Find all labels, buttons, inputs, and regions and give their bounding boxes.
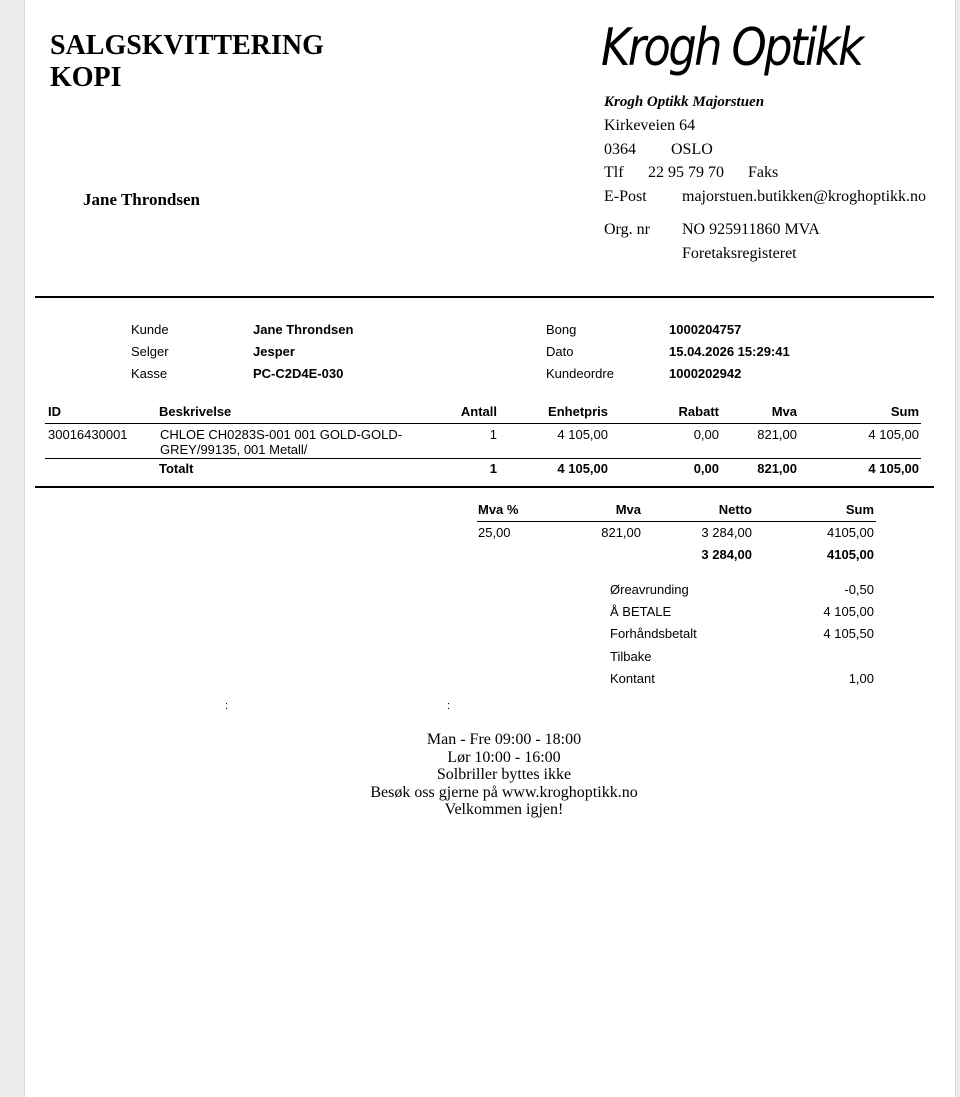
hours-saturday: Lør 10:00 - 16:00	[447, 748, 561, 766]
vat-total-sum: 4105,00	[827, 547, 874, 562]
customer-name-heading: Jane Throndsen	[83, 190, 200, 209]
col-header-discount: Rabatt	[678, 404, 719, 419]
email-label: E-Post	[604, 188, 647, 205]
rounding-label: Øreavrunding	[610, 582, 689, 597]
divider	[35, 296, 934, 298]
store-phone: 22 95 79 70	[648, 164, 724, 181]
dato-value: 15.04.2026 15:29:41	[669, 344, 790, 359]
welcome-message: Velkommen igjen!	[444, 801, 564, 818]
return-policy: Solbriller byttes ikke	[436, 766, 572, 783]
store-branch: Krogh Optikk Majorstuen	[604, 94, 765, 110]
item-vat: 821,00	[757, 427, 797, 442]
registry: Foretaksregisteret	[682, 245, 797, 262]
fax-label: Faks	[748, 164, 779, 181]
total-vat: 821,00	[757, 461, 797, 476]
col-header-unit: Enhetpris	[548, 404, 608, 419]
col-header-vat: Mva	[771, 404, 797, 419]
bong-value: 1000204757	[669, 322, 742, 337]
total-discount: 0,00	[693, 461, 719, 476]
org-number: NO 925911860 MVA	[682, 221, 820, 238]
selger-value: Jesper	[253, 344, 295, 359]
col-header-id: ID	[48, 404, 61, 419]
prepaid-label: Forhåndsbetalt	[610, 626, 697, 641]
total-sum: 4 105,00	[868, 461, 919, 476]
signature-colon-left: :	[225, 700, 229, 712]
store-logo: Krogh Optikk	[601, 18, 862, 78]
vat-sum: 4105,00	[827, 525, 874, 540]
rounding-value: -0,50	[844, 582, 874, 597]
table-body-rule	[45, 458, 921, 459]
vat-rate: 25,00	[478, 525, 511, 540]
total-unit: 4 105,00	[557, 461, 608, 476]
kundeordre-label: Kundeordre	[546, 366, 614, 381]
kasse-value: PC-C2D4E-030	[253, 366, 344, 381]
item-discount: 0,00	[693, 427, 719, 442]
dato-label: Dato	[546, 344, 574, 359]
vat-net: 3 284,00	[701, 525, 752, 540]
store-email: majorstuen.butikken@kroghoptikk.no	[682, 188, 927, 205]
vat-header-rate: Mva %	[478, 502, 519, 517]
col-header-desc: Beskrivelse	[159, 404, 232, 419]
cash-value: 1,00	[848, 671, 874, 686]
signature-colon-right: :	[447, 700, 451, 712]
item-sum: 4 105,00	[868, 427, 919, 442]
footer	[254, 731, 754, 819]
cash-label: Kontant	[610, 671, 655, 686]
kundeordre-value: 1000202942	[669, 366, 742, 381]
item-id: 30016430001	[48, 427, 128, 442]
receipt-page	[24, 0, 956, 1097]
item-qty: 1	[489, 427, 497, 442]
kasse-label: Kasse	[131, 366, 168, 381]
col-header-sum: Sum	[890, 404, 919, 419]
vat-total-net: 3 284,00	[701, 547, 752, 562]
visit-website: Besøk oss gjerne på www.kroghoptikk.no	[370, 783, 638, 801]
phone-label: Tlf	[604, 164, 624, 181]
receipt-title: SALGSKVITTERING	[50, 30, 324, 61]
item-unit-price: 4 105,00	[557, 427, 608, 442]
divider	[35, 486, 934, 488]
vat-header-vat: Mva	[615, 502, 641, 517]
col-header-qty: Antall	[460, 404, 497, 419]
prepaid-value: 4 105,50	[823, 626, 874, 641]
store-city: OSLO	[671, 141, 713, 158]
change-label: Tilbake	[610, 649, 652, 664]
vat-header-rule	[477, 521, 876, 522]
table-header-rule	[45, 423, 921, 424]
org-label: Org. nr	[604, 221, 650, 238]
vat-amount: 821,00	[601, 525, 641, 540]
total-label: Totalt	[159, 461, 194, 476]
selger-label: Selger	[131, 344, 169, 359]
item-desc-line2: GREY/99135, 001 Metall/	[160, 442, 308, 457]
store-postcode: 0364	[604, 141, 636, 158]
amount-due-value: 4 105,00	[823, 604, 874, 619]
vat-header-sum: Sum	[845, 502, 874, 517]
bong-label: Bong	[546, 322, 577, 337]
vat-header-net: Netto	[718, 502, 752, 517]
receipt-subtitle: KOPI	[50, 62, 122, 93]
store-street: Kirkeveien 64	[604, 117, 696, 134]
hours-weekday: Man - Fre 09:00 - 18:00	[426, 731, 582, 748]
kunde-label: Kunde	[131, 322, 169, 337]
kunde-value: Jane Throndsen	[253, 322, 354, 337]
amount-due-label: Å BETALE	[610, 604, 672, 619]
item-desc-line1: CHLOE CH0283S-001 001 GOLD-GOLD-	[160, 427, 403, 442]
total-qty: 1	[489, 461, 497, 476]
